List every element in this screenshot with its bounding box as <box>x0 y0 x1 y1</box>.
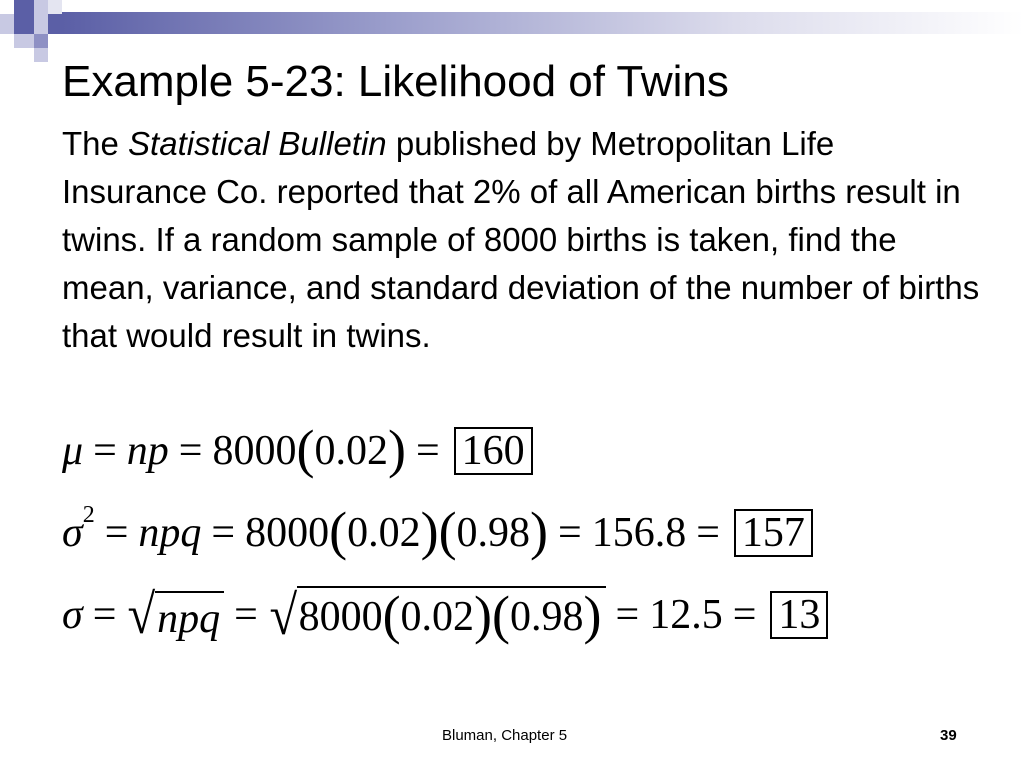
right-paren: ) <box>420 501 439 561</box>
left-paren: ( <box>492 585 511 645</box>
equals-sign: = <box>234 592 258 638</box>
sigma-symbol: σ <box>62 510 83 556</box>
decor-square <box>48 14 62 34</box>
radicand <box>155 591 224 643</box>
left-paren: ( <box>329 501 348 561</box>
variance-value: 156.8 <box>591 510 687 556</box>
page-number: 39 <box>940 727 957 744</box>
equals-sign: = <box>93 428 117 474</box>
right-paren: ) <box>387 419 406 479</box>
right-paren: ) <box>530 501 549 561</box>
left-paren: ( <box>296 419 315 479</box>
mean-equation <box>62 419 533 479</box>
mean-result-box: 160 <box>454 427 533 475</box>
sigma-symbol: σ <box>62 592 83 638</box>
probability-q: 0.98 <box>510 594 584 640</box>
decor-square <box>0 14 14 34</box>
left-paren: ( <box>438 501 457 561</box>
problem-statement <box>62 120 982 360</box>
body-text-rest: published by Metropolitan Life Insurance Co. reported that 2% of all American births result in twins. If a random sample of 8000 births is taken, find the mean, variance, and standard deviation of the number of births that would result in twins. <box>62 125 980 354</box>
equals-sign: = <box>92 592 117 638</box>
mu-symbol: μ <box>62 428 84 474</box>
variance-equation <box>62 501 813 561</box>
stddev-result-box: 13 <box>770 591 828 639</box>
slide-decoration <box>0 0 1024 62</box>
equals-sign: = <box>615 592 640 638</box>
equals-sign: = <box>732 592 757 638</box>
header-gradient-bar <box>62 12 1024 34</box>
sample-size: 8000 <box>298 594 383 640</box>
equals-sign: = <box>558 510 582 556</box>
equals-sign: = <box>211 510 236 556</box>
equals-sign: = <box>696 510 720 556</box>
equals-sign: = <box>178 428 203 474</box>
sample-size: 8000 <box>245 510 330 556</box>
radical-sign: √ <box>127 584 156 646</box>
radical-sign: √ <box>269 585 298 647</box>
decor-square <box>14 14 34 34</box>
probability-q: 0.98 <box>456 510 531 556</box>
exponent: 2 <box>82 501 95 528</box>
decor-square <box>48 0 62 14</box>
stddev-equation <box>62 584 828 647</box>
sample-size: 8000 <box>212 428 297 474</box>
stddev-value: 12.5 <box>649 592 723 638</box>
square-root <box>126 584 224 646</box>
decor-square <box>14 0 34 14</box>
equals-sign: = <box>104 510 129 556</box>
decor-square <box>34 14 48 34</box>
right-paren: ) <box>583 585 602 645</box>
probability-p: 0.02 <box>347 510 421 556</box>
np-term: np <box>126 428 169 474</box>
probability-p: 0.02 <box>400 594 475 640</box>
decor-square <box>14 34 34 48</box>
decor-square <box>34 0 48 14</box>
body-text-start: The <box>62 125 129 162</box>
left-paren: ( <box>382 585 401 645</box>
decor-square <box>34 34 48 48</box>
npq-term: npq <box>138 510 202 556</box>
decor-square <box>34 48 48 62</box>
right-paren: ) <box>474 585 493 645</box>
equals-sign: = <box>415 428 440 474</box>
slide-title: Example 5-23: Likelihood of Twins <box>62 57 729 106</box>
square-root <box>268 585 606 647</box>
footer-source: Bluman, Chapter 5 <box>442 727 568 744</box>
npq-term: npq <box>157 596 221 642</box>
publication-title: Statistical Bulletin <box>128 125 387 162</box>
radicand <box>297 586 606 644</box>
variance-result-box: 157 <box>734 509 813 557</box>
probability-p: 0.02 <box>314 428 388 474</box>
